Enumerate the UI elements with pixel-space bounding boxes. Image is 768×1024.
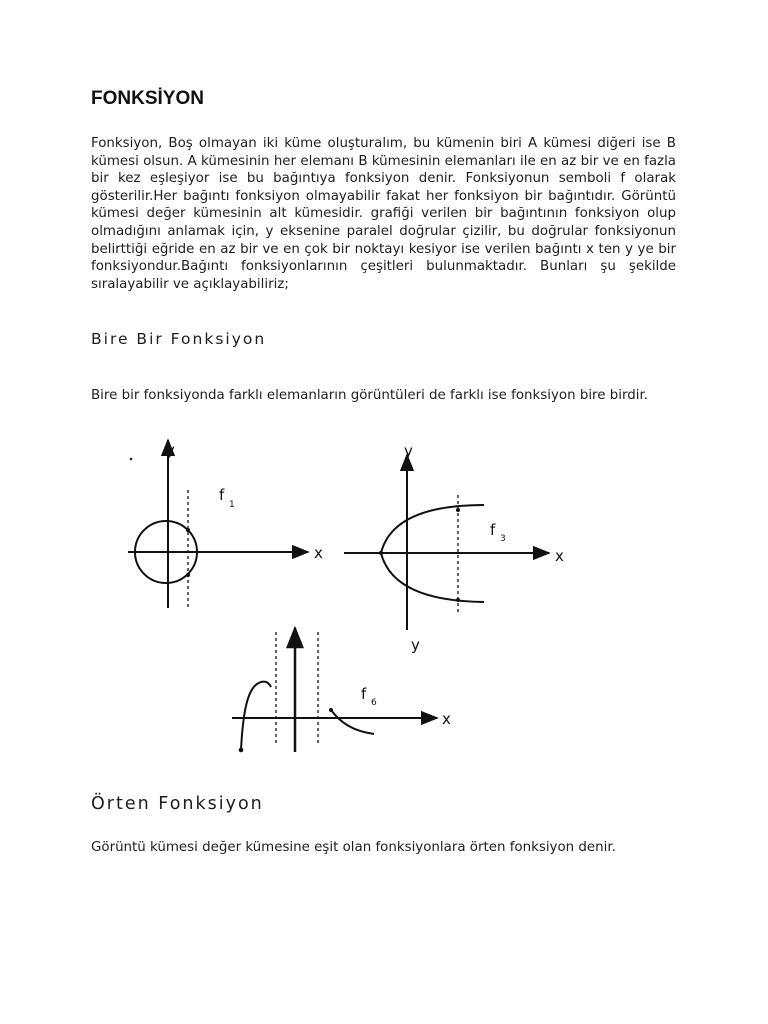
- section-heading-orten: Örten Fonksiyon: [91, 794, 264, 814]
- function-label: f: [361, 685, 367, 703]
- section-heading-bire-bir: Bire Bir Fonksiyon: [91, 330, 267, 348]
- intersection-point: [186, 528, 190, 532]
- graph-f3: [344, 442, 564, 630]
- stray-mark: [130, 458, 133, 461]
- right-branch-curve: [331, 710, 374, 734]
- left-branch-curve: [241, 682, 271, 750]
- y-axis-label: y: [166, 441, 175, 459]
- branch-endpoint: [329, 708, 333, 712]
- section-text-orten: Görüntü kümesi değer kümesine eşit olan fonksiyonlara örten fonksiyon denir.: [91, 840, 616, 855]
- x-axis-label: x: [314, 544, 323, 562]
- function-label: f: [490, 521, 496, 539]
- branch-endpoint: [239, 748, 244, 753]
- intersection-point: [186, 573, 190, 577]
- x-axis-label: x: [555, 547, 564, 565]
- function-subscript: 1: [229, 500, 235, 510]
- intersection-point: [456, 508, 460, 512]
- section-text-bire-bir: Bire bir fonksiyonda farklı elemanların görüntüleri de farklı ise fonksiyon bire birdir.: [91, 388, 648, 403]
- page-title: FONKSİYON: [91, 88, 204, 109]
- intro-paragraph: Fonksiyon, Boş olmayan iki küme oluşturalım, bu kümenin biri A kümesi diğeri ise B kümesi olsun. A kümesinin her elemanı B kümesinin elemanları ile en az bir ve en fazla bir kez eşleşiyor ise bu bağıntıya fonksiyon denir. Fonksiyonun semboli f olarak gösterilir.Her bağıntı fonksiyon olmayabilir fakat her fonksiyon bir bağıntıdır. Görüntü kümesi değer kümesinin alt kümesidir. grafiği verilen bir bağıntının fonksiyon olup olmadığını anlamak için, y eksenine paralel doğrular çizilir, bu doğrular fonksiyonun belirttiği eğride en az bir ve en çok bir noktayı kesiyor ise verilen bağıntı x ten y ye bir fonksiyondur.Bağıntı fonksiyonlarının çeşitleri bulunmaktadır. Bunları şu şekilde sıralayabilir ve açıklayabiliriz;: [91, 136, 676, 292]
- function-subscript: 6: [371, 698, 377, 708]
- function-label: f: [219, 486, 225, 504]
- x-axis-label: x: [442, 710, 451, 728]
- function-subscript: 3: [500, 534, 506, 544]
- graph-f1: [128, 440, 323, 610]
- y-axis-label: y: [404, 442, 413, 460]
- vertex-point: [379, 551, 383, 555]
- intersection-point: [456, 598, 460, 602]
- y-axis-label: y: [411, 636, 420, 654]
- graph-f6: [232, 628, 451, 752]
